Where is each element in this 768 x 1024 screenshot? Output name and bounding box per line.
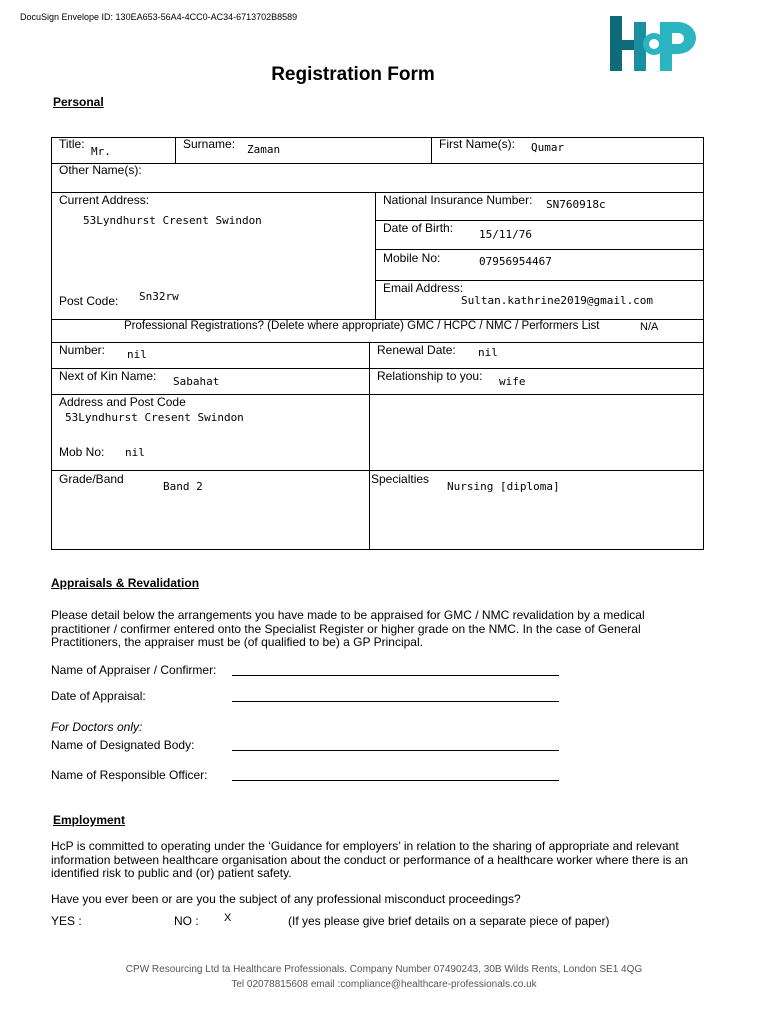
- relationship-value[interactable]: wife: [499, 375, 526, 388]
- appraisal-date-field[interactable]: [232, 701, 559, 702]
- appraisals-line-2: practitioner / confirmer entered onto the Specialist Register or higher grade on the NMC. In the case of General: [51, 621, 641, 636]
- no-mark[interactable]: X: [224, 912, 232, 924]
- grade-value[interactable]: Band 2: [163, 480, 203, 493]
- dob-value[interactable]: 15/11/76: [479, 228, 532, 241]
- footer-company: CPW Resourcing Ltd ta Healthcare Professionals. Company Number 07490243, 30B Wilds Rents, London SE1 4QG: [125, 964, 643, 975]
- responsible-officer-label: Name of Responsible Officer:: [51, 768, 208, 782]
- surname-label: Surname:: [183, 137, 236, 151]
- appraisals-heading: Appraisals & Revalidation: [51, 576, 200, 590]
- appraiser-field[interactable]: [232, 675, 559, 676]
- appraisal-date-label: Date of Appraisal:: [51, 689, 146, 703]
- specialties-label: Specialties: [371, 472, 430, 486]
- renewal-label: Renewal Date:: [377, 343, 456, 357]
- employment-line-2: information between healthcare organisation about the conduct or performance of a healthcare worker where there is an: [51, 852, 689, 867]
- yes-label[interactable]: YES :: [51, 914, 82, 928]
- designated-body-label: Name of Designated Body:: [51, 738, 195, 752]
- ni-label: National Insurance Number:: [383, 193, 533, 207]
- address-value[interactable]: 53Lyndhurst Cresent Swindon: [83, 214, 262, 227]
- appraisals-paragraph: [51, 609, 731, 650]
- mobile-label: Mobile No:: [383, 251, 441, 265]
- prof-reg-label: Professional Registrations? (Delete where appropriate) GMC / HCPC / NMC / Performers List: [124, 320, 600, 332]
- prof-reg-value[interactable]: N/A: [640, 321, 659, 333]
- firstname-label: First Name(s):: [439, 137, 515, 151]
- employment-line-3: identified risk to public and (or) patient safety.: [51, 866, 292, 880]
- appraisals-line-3: Practitioners, the appraiser must be (of qualified to be) a GP Principal.: [51, 635, 423, 649]
- appraiser-label: Name of Appraiser / Confirmer:: [51, 663, 217, 677]
- number-value[interactable]: nil: [127, 348, 147, 361]
- address-label: Current Address:: [59, 193, 150, 207]
- postcode-label: Post Code:: [59, 294, 119, 308]
- number-label: Number:: [59, 343, 106, 357]
- grade-label: Grade/Band: [59, 472, 124, 486]
- footer-contact: Tel 02078815608 email :compliance@healthcare-professionals.co.uk: [231, 979, 537, 990]
- designated-body-field[interactable]: [232, 750, 559, 751]
- nok-value[interactable]: Sabahat: [173, 375, 220, 388]
- employment-paragraph: [51, 840, 741, 881]
- misconduct-question: Have you ever been or are you the subject of any professional misconduct proceedings?: [51, 892, 521, 906]
- relationship-label: Relationship to you:: [377, 369, 483, 383]
- mobile-value[interactable]: 07956954467: [479, 255, 552, 268]
- personal-heading: Personal: [53, 95, 104, 109]
- employment-heading: Employment: [53, 813, 126, 827]
- dob-label: Date of Birth:: [383, 221, 454, 235]
- no-label[interactable]: NO :: [174, 914, 199, 928]
- employment-line-1: HcP is committed to operating under the ‘Guidance for employers’ in relation to the sharing of appropriate and relevant: [51, 839, 679, 853]
- ni-value[interactable]: SN760918c: [546, 198, 606, 211]
- othernames-label: Other Name(s):: [59, 163, 142, 177]
- surname-value[interactable]: Zaman: [247, 143, 281, 156]
- title-value[interactable]: Mr.: [91, 145, 111, 158]
- email-value[interactable]: Sultan.kathrine2019@gmail.com: [461, 294, 654, 307]
- logo-c: [646, 36, 662, 52]
- mob-label: Mob No:: [59, 445, 105, 459]
- doctors-only-label: For Doctors only:: [51, 720, 143, 734]
- nok-address-label: Address and Post Code: [59, 395, 186, 409]
- responsible-officer-field[interactable]: [232, 780, 559, 781]
- postcode-value[interactable]: Sn32rw: [139, 290, 179, 303]
- mob-value[interactable]: nil: [125, 446, 145, 459]
- appraisals-line-1: Please detail below the arrangements you have made to be appraised for GMC / NMC revalidation by a medical: [51, 608, 645, 622]
- title-label: Title:: [59, 137, 85, 151]
- renewal-value[interactable]: nil: [478, 346, 498, 359]
- envelope-id: DocuSign Envelope ID: 130EA653-56A4-4CC0-AC34-6713702B8589: [20, 12, 298, 22]
- form-title: Registration Form: [271, 64, 435, 85]
- misconduct-note: (If yes please give brief details on a separate piece of paper): [288, 914, 610, 928]
- nok-label: Next of Kin Name:: [59, 369, 157, 383]
- specialties-value[interactable]: Nursing [diploma]: [447, 480, 560, 493]
- firstname-value[interactable]: Qumar: [531, 141, 565, 154]
- nok-address-value[interactable]: 53Lyndhurst Cresent Swindon: [65, 411, 244, 424]
- email-label: Email Address:: [383, 281, 464, 295]
